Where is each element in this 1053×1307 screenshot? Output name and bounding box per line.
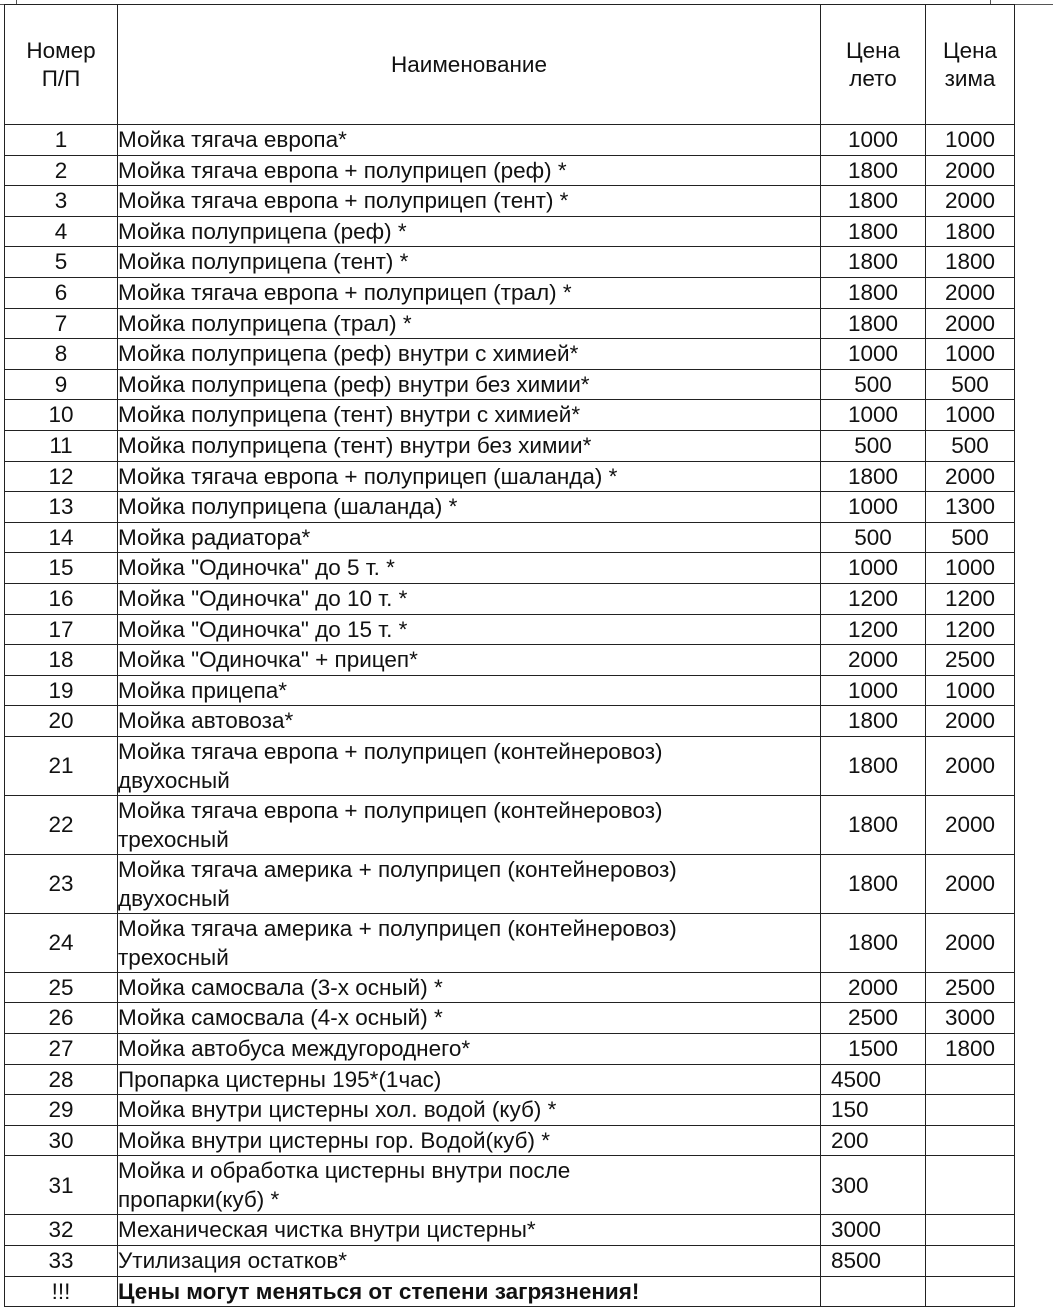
table-row <box>5 1156 1015 1215</box>
service-name <box>118 277 821 308</box>
service-name-line1: Мойка внутри цистерны гор. Водой(куб) * <box>118 1127 551 1153</box>
service-name <box>118 583 821 614</box>
note-empty-cell <box>821 1276 926 1307</box>
table-row <box>5 736 1015 795</box>
summer-price: 1800 <box>821 736 926 795</box>
service-name-line1: Мойка полуприцепа (тент) внутри без химии* <box>118 432 592 458</box>
table-row <box>5 972 1015 1003</box>
table-row <box>5 400 1015 431</box>
summer-price: 2000 <box>821 972 926 1003</box>
row-number: 4 <box>5 216 118 247</box>
service-name <box>118 645 821 676</box>
service-name <box>118 736 821 795</box>
service-name-line1: Мойка самосвала (4-х осный) * <box>118 1005 443 1031</box>
table-row <box>5 706 1015 737</box>
winter-price <box>926 1215 1015 1246</box>
winter-price <box>926 1064 1015 1095</box>
winter-price: 2000 <box>926 277 1015 308</box>
service-name-line2: пропарки(куб) * <box>118 1187 280 1213</box>
service-name-line1: Мойка тягача америка + полуприцеп (контейнеровоз) <box>118 856 677 882</box>
row-number: 17 <box>5 614 118 645</box>
service-name <box>118 1125 821 1156</box>
service-name-line1: Механическая чистка внутри цистерны* <box>118 1217 536 1243</box>
row-number: 7 <box>5 308 118 339</box>
summer-price: 500 <box>821 369 926 400</box>
summer-price: 1800 <box>821 186 926 217</box>
service-name <box>118 1215 821 1246</box>
summer-price: 500 <box>821 522 926 553</box>
summer-price: 500 <box>821 430 926 461</box>
summer-price: 4500 <box>821 1064 926 1095</box>
service-name-line1: Мойка полуприцепа (реф) внутри с химией* <box>118 341 579 367</box>
service-name-line1: Мойка внутри цистерны хол. водой (куб) * <box>118 1097 557 1123</box>
header-summer-price <box>821 5 926 125</box>
summer-price: 1200 <box>821 583 926 614</box>
row-number: 22 <box>5 795 118 854</box>
table-row <box>5 247 1015 278</box>
summer-price: 1800 <box>821 216 926 247</box>
row-number: 30 <box>5 1125 118 1156</box>
row-number: 28 <box>5 1064 118 1095</box>
table-row <box>5 675 1015 706</box>
row-number: 20 <box>5 706 118 737</box>
winter-price: 1800 <box>926 1034 1015 1065</box>
service-name-line1: Мойка "Одиночка" до 15 т. * <box>118 616 408 642</box>
service-name-line1: Утилизация остатков* <box>118 1248 348 1274</box>
service-name-line1: Пропарка цистерны 195*(1час) <box>118 1066 442 1092</box>
table-row <box>5 1064 1015 1095</box>
summer-price: 1800 <box>821 854 926 913</box>
header-winter-line2: зима <box>944 65 996 91</box>
summer-price: 200 <box>821 1125 926 1156</box>
row-number: 23 <box>5 854 118 913</box>
table-row <box>5 1003 1015 1034</box>
winter-price: 2000 <box>926 854 1015 913</box>
service-name-line1: Мойка тягача европа + полуприцеп (контейнеровоз) <box>118 797 663 823</box>
winter-price: 2000 <box>926 706 1015 737</box>
row-number: 2 <box>5 155 118 186</box>
service-name <box>118 216 821 247</box>
service-name-line1: Мойка автовоза* <box>118 708 294 734</box>
table-row <box>5 1034 1015 1065</box>
service-name-line1: Мойка полуприцепа (тент) внутри с химией* <box>118 402 581 428</box>
winter-price: 1200 <box>926 583 1015 614</box>
row-number: 6 <box>5 277 118 308</box>
table-row <box>5 155 1015 186</box>
service-name <box>118 795 821 854</box>
summer-price: 2500 <box>821 1003 926 1034</box>
table-row <box>5 277 1015 308</box>
table-row <box>5 308 1015 339</box>
header-winter-line1: Цена <box>942 37 998 63</box>
service-name <box>118 400 821 431</box>
row-number: 31 <box>5 1156 118 1215</box>
service-name <box>118 614 821 645</box>
service-name-line1: Мойка "Одиночка" до 10 т. * <box>118 585 408 611</box>
service-name <box>118 430 821 461</box>
service-name-line1: Мойка полуприцепа (реф) внутри без химии* <box>118 371 590 397</box>
header-number-line1: Номер <box>26 37 96 63</box>
service-name <box>118 308 821 339</box>
winter-price: 1000 <box>926 339 1015 370</box>
service-name-line1: Мойка полуприцепа (тент) * <box>118 249 409 275</box>
row-number: 5 <box>5 247 118 278</box>
table-row <box>5 369 1015 400</box>
table-row <box>5 1246 1015 1277</box>
winter-price <box>926 1095 1015 1126</box>
service-name-line1: Мойка "Одиночка" до 5 т. * <box>118 555 395 581</box>
service-name-line1: Мойка тягача европа* <box>118 127 347 152</box>
summer-price: 1800 <box>821 247 926 278</box>
header-summer-line1: Цена <box>845 37 901 63</box>
winter-price: 1800 <box>926 247 1015 278</box>
winter-price <box>926 1156 1015 1215</box>
table-row <box>5 522 1015 553</box>
service-name-line1: Мойка полуприцепа (шаланда) * <box>118 494 458 520</box>
service-name <box>118 972 821 1003</box>
winter-price: 2500 <box>926 645 1015 676</box>
row-number: 11 <box>5 430 118 461</box>
service-name-line1: Мойка полуприцепа (трал) * <box>118 310 412 336</box>
row-number: 26 <box>5 1003 118 1034</box>
service-name-line2: трехосный <box>118 944 229 970</box>
note-empty-cell <box>926 1276 1015 1307</box>
table-row <box>5 1215 1015 1246</box>
summer-price: 1200 <box>821 614 926 645</box>
summer-price: 1000 <box>821 339 926 370</box>
row-number: 13 <box>5 492 118 523</box>
summer-price: 1500 <box>821 1034 926 1065</box>
row-number: 33 <box>5 1246 118 1277</box>
note-mark: !!! <box>5 1276 118 1307</box>
service-name-line1: Мойка тягача америка + полуприцеп (контейнеровоз) <box>118 915 677 941</box>
table-row <box>5 1125 1015 1156</box>
winter-price <box>926 1125 1015 1156</box>
service-name-line1: Мойка радиатора* <box>118 524 311 550</box>
service-name-line1: Мойка прицепа* <box>118 677 288 703</box>
service-name <box>118 125 821 156</box>
service-name <box>118 553 821 584</box>
table-row <box>5 1095 1015 1126</box>
service-name <box>118 854 821 913</box>
header-number-line2: П/П <box>41 65 81 91</box>
winter-price: 2000 <box>926 795 1015 854</box>
service-name <box>118 913 821 972</box>
row-number: 14 <box>5 522 118 553</box>
summer-price: 1800 <box>821 308 926 339</box>
row-number: 12 <box>5 461 118 492</box>
summer-price: 1000 <box>821 400 926 431</box>
row-number: 15 <box>5 553 118 584</box>
winter-price: 2000 <box>926 155 1015 186</box>
row-number: 16 <box>5 583 118 614</box>
winter-price <box>926 1246 1015 1277</box>
summer-price: 1800 <box>821 706 926 737</box>
winter-price: 1200 <box>926 614 1015 645</box>
service-name <box>118 1156 821 1215</box>
summer-price: 1000 <box>821 125 926 156</box>
table-row <box>5 186 1015 217</box>
row-number: 25 <box>5 972 118 1003</box>
summer-price: 3000 <box>821 1215 926 1246</box>
winter-price: 1000 <box>926 675 1015 706</box>
service-name <box>118 339 821 370</box>
row-number: 32 <box>5 1215 118 1246</box>
service-name-line2: двухосный <box>118 885 230 911</box>
table-row <box>5 216 1015 247</box>
note-text: Цены могут меняться от степени загрязнения! <box>118 1276 821 1307</box>
service-name <box>118 1246 821 1277</box>
row-number: 10 <box>5 400 118 431</box>
row-number: 3 <box>5 186 118 217</box>
summer-price: 1800 <box>821 795 926 854</box>
winter-price: 500 <box>926 430 1015 461</box>
table-row <box>5 645 1015 676</box>
service-name <box>118 186 821 217</box>
row-number: 21 <box>5 736 118 795</box>
service-name <box>118 522 821 553</box>
summer-price: 150 <box>821 1095 926 1126</box>
service-name-line1: Мойка "Одиночка" + прицеп* <box>118 647 418 673</box>
service-name-line1: Мойка тягача европа + полуприцеп (тент) * <box>118 188 569 214</box>
winter-price: 2000 <box>926 913 1015 972</box>
winter-price: 1000 <box>926 125 1015 156</box>
service-name-line1: Мойка тягача европа + полуприцеп (реф) * <box>118 157 567 183</box>
summer-price: 1000 <box>821 675 926 706</box>
service-name <box>118 247 821 278</box>
summer-price: 1800 <box>821 277 926 308</box>
service-name-line1: Мойка тягача европа + полуприцеп (трал) * <box>118 279 572 305</box>
row-number: 27 <box>5 1034 118 1065</box>
winter-price: 2000 <box>926 736 1015 795</box>
winter-price: 500 <box>926 369 1015 400</box>
table-row <box>5 583 1015 614</box>
service-name <box>118 1064 821 1095</box>
table-row <box>5 339 1015 370</box>
summer-price: 8500 <box>821 1246 926 1277</box>
service-name <box>118 369 821 400</box>
service-name-line1: Мойка самосвала (3-х осный) * <box>118 974 443 1000</box>
table-row <box>5 795 1015 854</box>
summer-price: 1000 <box>821 553 926 584</box>
row-number: 29 <box>5 1095 118 1126</box>
winter-price: 2000 <box>926 308 1015 339</box>
winter-price: 2000 <box>926 461 1015 492</box>
table-row <box>5 461 1015 492</box>
service-name <box>118 706 821 737</box>
summer-price: 1800 <box>821 461 926 492</box>
table-row <box>5 430 1015 461</box>
table-row <box>5 125 1015 156</box>
service-name-line1: Мойка и обработка цистерны внутри после <box>118 1158 571 1184</box>
table-row <box>5 913 1015 972</box>
header-number <box>5 5 118 125</box>
service-name-line1: Мойка тягача европа + полуприцеп (шаланда) * <box>118 463 618 489</box>
row-number: 18 <box>5 645 118 676</box>
service-name <box>118 675 821 706</box>
service-name <box>118 1003 821 1034</box>
summer-price: 300 <box>821 1156 926 1215</box>
winter-price: 1300 <box>926 492 1015 523</box>
summer-price: 1800 <box>821 913 926 972</box>
service-name <box>118 1095 821 1126</box>
table-row <box>5 614 1015 645</box>
header-name: Наименование <box>118 5 821 125</box>
winter-price: 1800 <box>926 216 1015 247</box>
winter-price: 1000 <box>926 400 1015 431</box>
header-summer-line2: лето <box>849 65 897 91</box>
summer-price: 2000 <box>821 645 926 676</box>
winter-price: 500 <box>926 522 1015 553</box>
row-number: 19 <box>5 675 118 706</box>
note-row <box>5 1276 1015 1307</box>
service-name <box>118 492 821 523</box>
table-row <box>5 854 1015 913</box>
service-name-line1: Мойка автобуса междугороднего* <box>118 1036 471 1062</box>
service-name-line2: двухосный <box>118 767 230 793</box>
service-name <box>118 1034 821 1065</box>
row-number: 8 <box>5 339 118 370</box>
row-number: 9 <box>5 369 118 400</box>
winter-price: 1000 <box>926 553 1015 584</box>
service-name-line1: Мойка тягача европа + полуприцеп (контейнеровоз) <box>118 738 663 764</box>
header-row <box>5 5 1015 125</box>
service-name-line1: Мойка полуприцепа (реф) * <box>118 218 407 244</box>
service-name <box>118 461 821 492</box>
winter-price: 3000 <box>926 1003 1015 1034</box>
header-winter-price <box>926 5 1015 125</box>
service-name <box>118 155 821 186</box>
summer-price: 1000 <box>821 492 926 523</box>
service-name-line2: трехосный <box>118 826 229 852</box>
table-row <box>5 492 1015 523</box>
winter-price: 2500 <box>926 972 1015 1003</box>
row-number: 1 <box>5 125 118 156</box>
winter-price: 2000 <box>926 186 1015 217</box>
summer-price: 1800 <box>821 155 926 186</box>
table-row <box>5 553 1015 584</box>
row-number: 24 <box>5 913 118 972</box>
price-table <box>4 4 1015 1307</box>
